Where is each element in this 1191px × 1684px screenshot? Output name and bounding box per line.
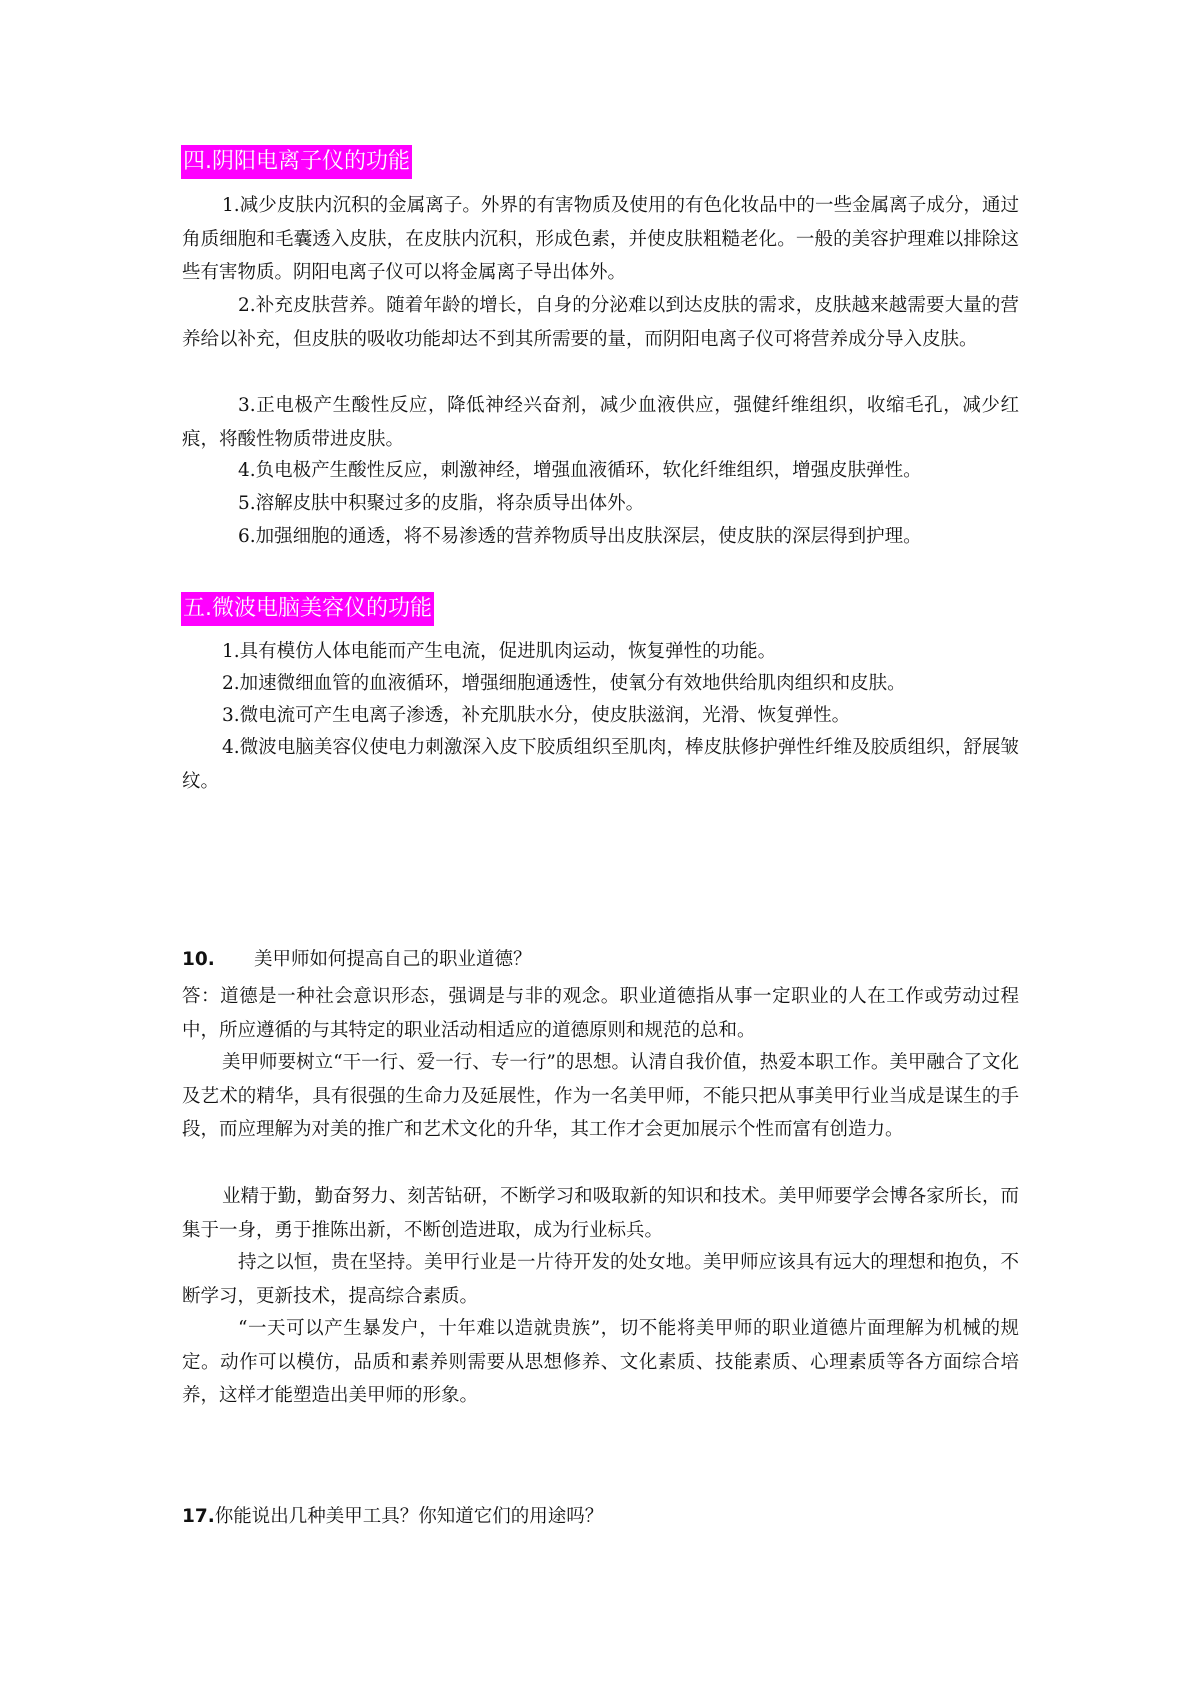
question-10: [182, 943, 532, 976]
question-17-text: 你能说出几种美甲工具？你知道它们的用途吗？: [214, 1506, 604, 1527]
question-17: [182, 1500, 603, 1533]
paragraph-ion-item-1: 1.减少皮肤内沉积的金属离子。外界的有害物质及使用的有色化妆品中的一些金属离子成分，通过角质细胞和毛囊透入皮肤，在皮肤内沉积，形成色素，并使皮肤粗糙老化。一般的美容护理难以排除这些有害物质。阴阳电离子仪可以将金属离子导出体外。: [182, 195, 1019, 283]
paragraph-ion-item-4: 4.负电极产生酸性反应，刺激神经，增强血液循环，软化纤维组织，增强皮肤弹性。: [238, 460, 922, 481]
paragraph-ion-item-3: 3.正电极产生酸性反应，降低神经兴奋剂，减少血液供应，强健纤维组织，收缩毛孔，减少红痕，将酸性物质带进皮肤。: [182, 395, 1019, 450]
answer-10-paragraph-3: 业精于勤，勤奋努力、刻苦钻研，不断学习和吸取新的知识和技术。美甲师要学会博各家所长，而集于一身，勇于推陈出新，不断创造进取，成为行业标兵。: [182, 1186, 1019, 1241]
section-heading-ion-device: 四.阴阳电离子仪的功能: [181, 145, 412, 179]
answer-10-paragraph-5: “一天可以产生暴发户，十年难以造就贵族”，切不能将美甲师的职业道德片面理解为机械的规定。动作可以模仿，品质和素养则需要从思想修养、文化素质、技能素质、心理素质等各方面综合培养，这样才能塑造出美甲师的形象。: [182, 1318, 1019, 1406]
paragraph-ion-item-2: 2.补充皮肤营养。随着年龄的增长，自身的分泌难以到达皮肤的需求，皮肤越来越需要大量的营养给以补充，但皮肤的吸收功能却达不到其所需要的量，而阴阳电离子仪可将营养成分导入皮肤。: [182, 295, 1019, 350]
paragraph-microwave-item-4: 4.微波电脑美容仪使电力刺激深入皮下胶质组织至肌肉，棒皮肤修护弹性纤维及胶质组织，舒展皱纹。: [182, 737, 1019, 792]
section-heading-microwave-device: 五.微波电脑美容仪的功能: [181, 592, 434, 626]
paragraph-microwave-item-2: 2.加速微细血管的血液循环，增强细胞通透性，使氧分有效地供给肌肉组织和皮肤。: [222, 673, 906, 694]
question-10-text: 美甲师如何提高自己的职业道德？: [254, 949, 532, 970]
answer-10-paragraph-1: 答：道德是一种社会意识形态，强调是与非的观念。职业道德指从事一定职业的人在工作或劳动过程中，所应遵循的与其特定的职业活动相适应的道德原则和规范的总和。: [182, 986, 1019, 1041]
paragraph-ion-item-6: 6.加强细胞的通透，将不易渗透的营养物质导出皮肤深层，使皮肤的深层得到护理。: [238, 526, 922, 547]
paragraph-ion-item-5: 5.溶解皮肤中积聚过多的皮脂，将杂质导出体外。: [238, 493, 645, 514]
paragraph-microwave-item-1: 1.具有模仿人体电能而产生电流，促进肌肉运动，恢复弹性的功能。: [222, 641, 777, 662]
paragraph-microwave-item-3: 3.微电流可产生电离子渗透，补充肌肤水分，使皮肤滋润，光滑、恢复弹性。: [222, 705, 851, 726]
answer-10-paragraph-4: 持之以恒，贵在坚持。美甲行业是一片待开发的处女地。美甲师应该具有远大的理想和抱负，不断学习，更新技术，提高综合素质。: [182, 1252, 1019, 1307]
question-10-number: 10.: [182, 949, 215, 970]
question-17-number: 17.: [182, 1506, 215, 1527]
answer-10-paragraph-2: 美甲师要树立“干一行、爱一行、专一行”的思想。认清自我价值，热爱本职工作。美甲融合了文化及艺术的精华，具有很强的生命力及延展性，作为一名美甲师，不能只把从事美甲行业当成是谋生的手段，而应理解为对美的推广和艺术文化的升华，其工作才会更加展示个性而富有创造力。: [182, 1052, 1019, 1140]
